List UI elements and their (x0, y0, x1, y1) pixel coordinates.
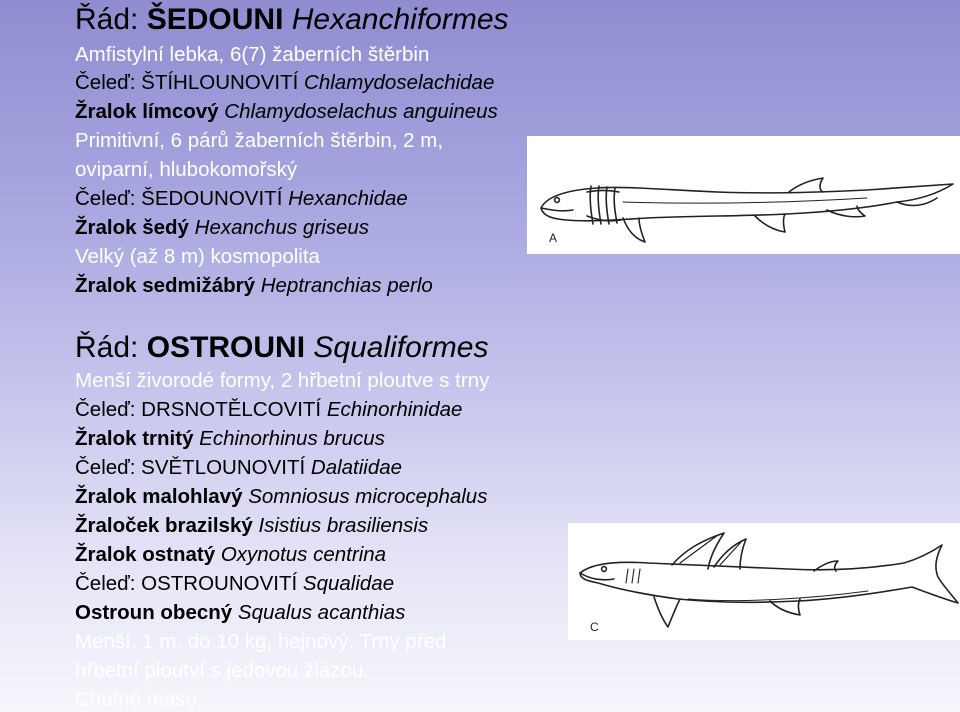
order2-heading-prefix: Řád: (75, 331, 147, 364)
order1-species1: Žralok límcový Chlamydoselachus anguineus (75, 100, 498, 123)
order1-species1-desc-line1: Primitivní, 6 párů žaberních štěrbin, 2 m, (75, 129, 444, 152)
order2-species3: Žraloček brazilský Isistius brasiliensis (75, 514, 429, 537)
order2-family2: Čeleď: SVĚTLOUNOVITÍ Dalatiidae (75, 456, 403, 479)
order2-description: Menší živorodé formy, 2 hřbetní ploutve s trny (75, 369, 490, 392)
order2-species2: Žralok malohlavý Somniosus microcephalus (75, 485, 488, 508)
order2-heading-latin: Squaliformes (313, 331, 489, 364)
order1-family2: Čeleď: ŠEDOUNOVITÍ Hexanchidae (75, 187, 408, 210)
frilled-shark-drawing (527, 136, 960, 254)
order2-family1: Čeleď: DRSNOTĚLCOVITÍ Echinorhinidae (75, 398, 463, 421)
order1-heading-latin: Hexanchiformes (291, 3, 509, 36)
order2-heading-name: OSTROUNI (146, 331, 306, 364)
order1-species2-desc: Velký (až 8 m) kosmopolita (75, 245, 320, 268)
squalus-shark-drawing (568, 523, 960, 640)
order2-family3: Čeleď: OSTROUNOVITÍ Squalidae (75, 572, 395, 595)
order1-description: Amfistylní lebka, 6(7) žaberních štěrbin (75, 43, 430, 66)
order1-family1: Čeleď: ŠTÍHLOUNOVITÍ Chlamydoselachidae (75, 71, 495, 94)
order2-species5: Ostroun obecný Squalus acanthias (75, 601, 406, 624)
order2-species5-desc-line1: Menší, 1 m, do 10 kg, hejnový. Trny před (75, 630, 447, 653)
order2-species5-desc-line2: hřbetní ploutví s jedovou žlázou. (75, 659, 370, 682)
order1-heading (75, 5, 509, 35)
frilled-shark-illustration (527, 136, 960, 254)
order1-species1-desc-line2: oviparní, hlubokomořský (75, 158, 298, 181)
order2-species4: Žralok ostnatý Oxynotus centrina (75, 543, 387, 566)
order1-heading-prefix: Řád: (75, 3, 147, 36)
order2-species5-desc-line3: Chutné maso. (75, 688, 203, 711)
figure-a-label: A (549, 231, 558, 245)
order2-species1: Žralok trnitý Echinorhinus brucus (75, 427, 385, 450)
order2-heading (75, 333, 488, 363)
squalus-shark-illustration (568, 523, 960, 640)
order1-species2: Žralok šedý Hexanchus griseus (75, 216, 369, 239)
figure-c-label: C (590, 620, 599, 634)
order1-species3: Žralok sedmižábrý Heptranchias perlo (75, 274, 433, 297)
order1-heading-name: ŠEDOUNI (146, 3, 284, 36)
